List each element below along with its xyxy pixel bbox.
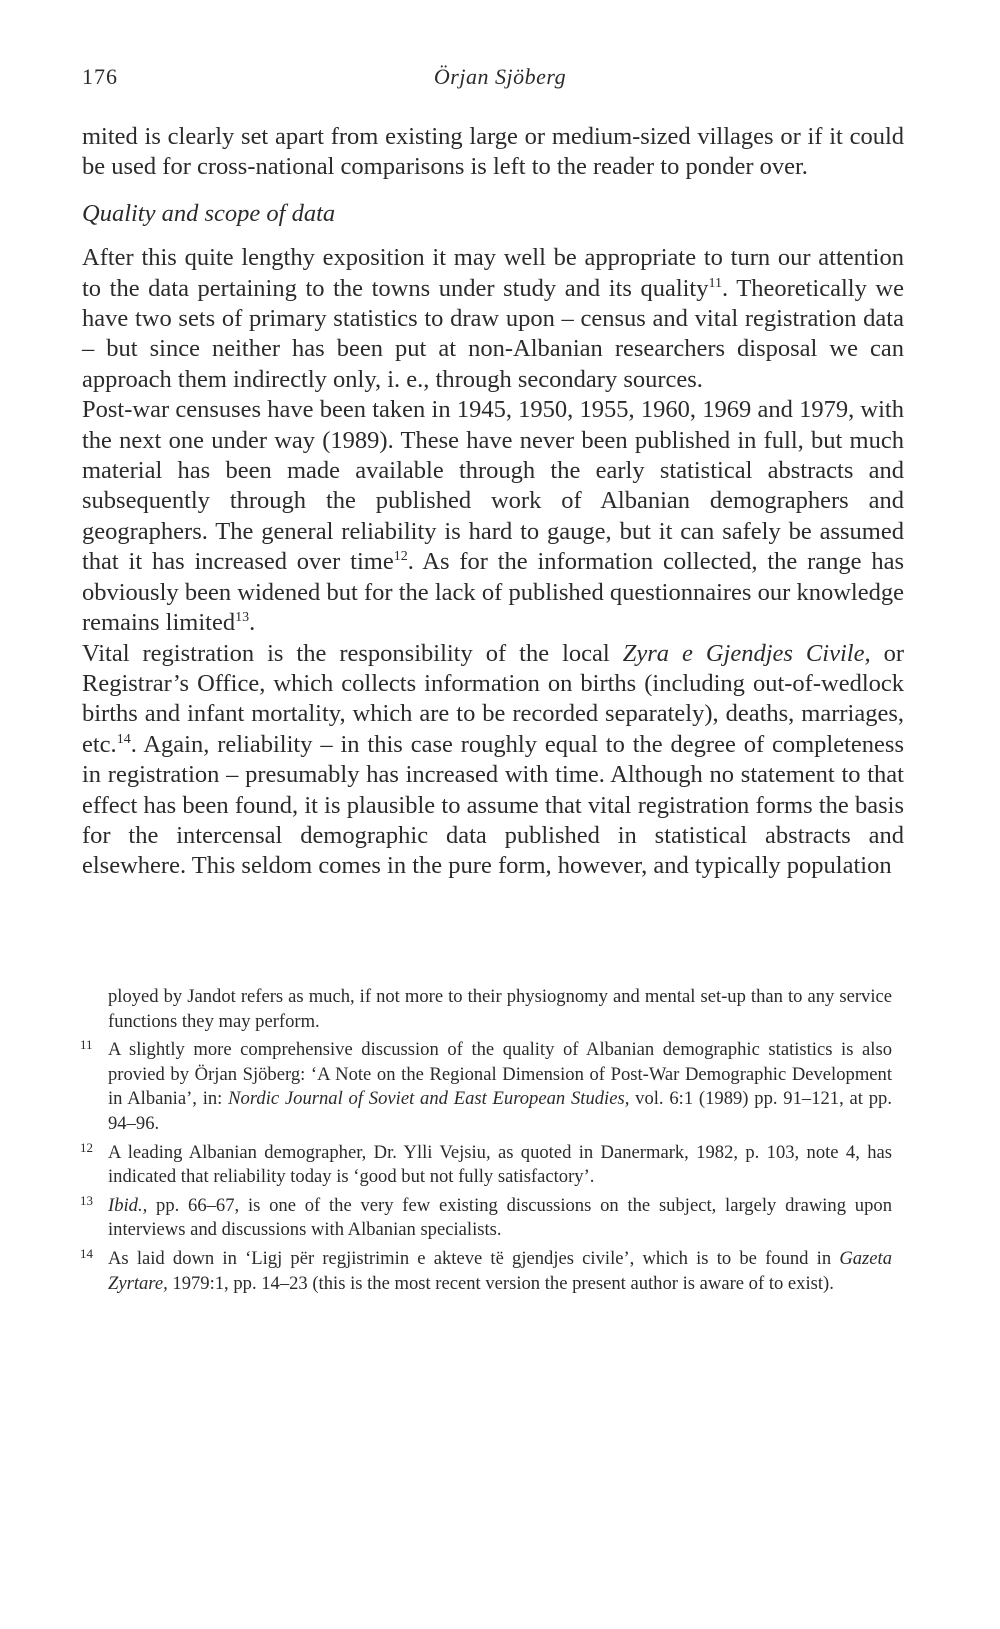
footnote-number: 12 [80,1139,93,1155]
footnote-ref-12[interactable]: 12 [393,549,408,565]
footnote-ref-14[interactable]: 14 [116,731,131,747]
footnote-number: 11 [80,1037,93,1053]
footnote-12: 12 A leading Albanian demographer, Dr. Ylli Vejsiu, as quoted in Danermark, 1982, p. 103, note 4, has indicated that reliability today is ‘good but not fully satisfactory’. [108,1141,892,1190]
footnote-14: 14 As laid down in ‘Ligj për regjistrimin e akteve të gjendjes civile’, which is to be found in Gazeta Zyrtare, 1979:1, pp. 14–23 (this is the most recent version the present author is aware of to exist). [108,1247,892,1296]
footnote-11: 11 A slightly more comprehensive discussion of the quality of Albanian demographic statistics is also provied by Örjan Sjöberg: ‘A Note on the Regional Dimension of Post-War Demographic Development in Albania’, in: Nordic Journal of Soviet and East European Studies, vol. 6:1 (1989) pp. 91–121, at pp. 94–96. [108,1038,892,1136]
footnote-number: 13 [80,1192,93,1208]
paragraph-censuses: Post-war censuses have been taken in 1945, 1950, 1955, 1960, 1969 and 1979, with the next one under way (1989). These have never been published in full, but much material has been made available through the early statistical abstracts and subsequently through the published work of Albanian demographers and geographers. The general reliability is hard to gauge, but it can safely be assumed that it has increased over time$^{12}$. As for the information collected, the range has obviously been widened but for the lack of published questionnaires our knowledge remains limited$^{13}$. [82,396,904,637]
paragraph-data-intro: After this quite lengthy exposition it may well be appropriate to turn our attention to the data pertaining to the towns under study and its quality$^{11}$. Theoretically we have two sets of primary statistics to draw upon – census and vital registration data – but since neither has been put at non-Albanian researchers disposal we can approach them indirectly only, i. e., through secondary sources. [82,244,904,393]
footnotes [80,985,892,1300]
footnote-continuation: ployed by Jandot refers as much, if not more to their physiognomy and mental set-up than to any service functions they may perform. [108,986,892,1032]
paragraph-vital-registration: Vital registration is the responsibility of the local Zyra e Gjendjes Civile, or Registrar’s Office, which collects information on births (including out-of-wedlock births and infant mortality, which are to be recorded separately), deaths, marriages, etc.$^{14}$. Again, reliability – in this case roughly equal to the degree of completeness in registration – presumably has increased with time. Although no statement to that effect has been found, it is plausible to assume that vital registration forms the basis for the intercensal demographic data published in statistical abstracts and elsewhere. This seldom comes in the pure form, however, and typically population [82,639,904,880]
footnote-ref-11[interactable]: 11 [708,275,722,291]
running-head-author: Örjan Sjöberg [433,64,567,89]
page-number: 176 [82,64,118,89]
footnote-13: 13 Ibid., pp. 66–67, is one of the very few existing discussions on the subject, largely drawing upon interviews and discussions with Albanian specialists. [108,1194,892,1243]
page-header [82,64,918,98]
paragraph-continuation: mited is clearly set apart from existing large or medium-sized villages or if it could be used for cross-national comparisons is left to the reader to ponder over. [82,123,904,181]
body-text [82,122,904,882]
footnote-number: 14 [80,1245,93,1261]
section-heading: Quality and scope of data [82,199,336,227]
footnote-ref-13[interactable]: 13 [235,609,250,625]
